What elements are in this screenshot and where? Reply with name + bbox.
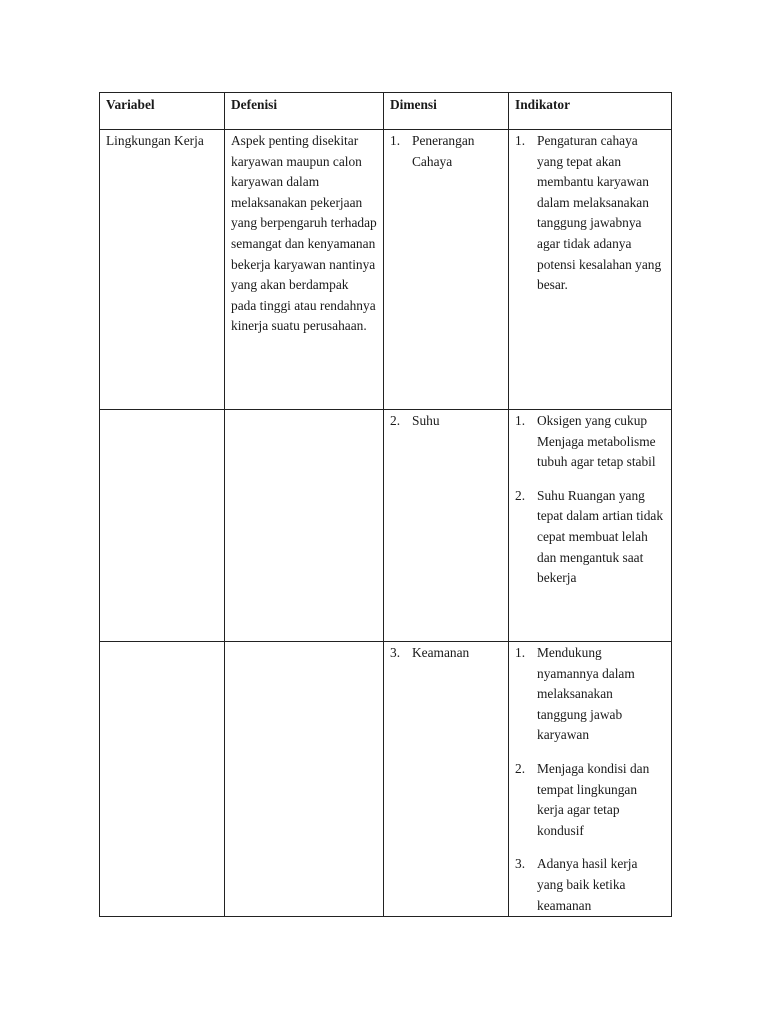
indikator-number: 2. <box>515 760 526 776</box>
indikator-number: 1. <box>515 645 526 660</box>
indikator-text: Adanya hasil kerja yang baik ketika keamanan <box>537 856 638 913</box>
header-variabel: Variabel <box>100 93 225 130</box>
indikator-number: 3. <box>515 856 526 872</box>
variabel-cell <box>100 130 225 410</box>
indikator-cell <box>509 642 672 917</box>
variable-table <box>99 92 672 917</box>
indikator-item <box>515 759 665 841</box>
dimensi-text: Penerangan Cahaya <box>412 133 475 169</box>
defenisi-cell <box>225 642 384 917</box>
table-row <box>100 642 672 917</box>
variabel-cell <box>100 410 225 642</box>
dimensi-cell <box>384 130 509 410</box>
dimensi-cell <box>384 642 509 917</box>
dimensi-number: 2. <box>390 413 401 428</box>
table-header-row <box>100 93 672 130</box>
indikator-list <box>515 131 665 296</box>
indikator-text: Mendukung nyamannya dalam melaksanakan tanggung jawab karyawan <box>537 645 635 743</box>
indikator-number: 1. <box>515 413 526 428</box>
indikator-text: Menjaga kondisi dan tempat lingkungan kerja agar tetap kondusif <box>537 760 650 838</box>
indikator-text: Oksigen yang cukup Menjaga metabolisme tubuh agar tetap stabil <box>537 413 656 470</box>
dimensi-number: 1. <box>390 133 401 148</box>
dimensi-text: Suhu <box>412 413 440 428</box>
indikator-text: Suhu Ruangan yang tepat dalam artian tidak cepat membuat lelah dan mengantuk saat bekerja <box>537 487 664 586</box>
defenisi-cell <box>225 410 384 642</box>
header-indikator: Indikator <box>509 93 672 130</box>
indikator-item <box>515 486 665 589</box>
dimensi-item <box>390 411 502 432</box>
indikator-list <box>515 411 665 589</box>
dimensi-item <box>390 643 502 664</box>
indikator-number: 2. <box>515 487 526 503</box>
dimensi-text: Keamanan <box>412 645 470 660</box>
indikator-cell <box>509 130 672 410</box>
header-dimensi: Dimensi <box>384 93 509 130</box>
header-defenisi: Defenisi <box>225 93 384 130</box>
indikator-number: 1. <box>515 133 526 148</box>
variabel-text: Lingkungan Kerja <box>106 133 204 148</box>
defenisi-text: Aspek penting disekitar karyawan maupun calon karyawan dalam melaksanakan pekerjaan yang berpengaruh terhadap semangat dan kenyamanan bekerja karyawan nantinya yang akan berdampak pada tinggi atau rendahnya kinerja suatu perusahaan. <box>231 133 377 334</box>
indikator-text: Pengaturan cahaya yang tepat akan membantu karyawan dalam melaksanakan tanggung jawabnya agar tidak adanya potensi kesalahan yang besar. <box>537 133 662 293</box>
indikator-item <box>515 643 665 746</box>
dimensi-cell <box>384 410 509 642</box>
variabel-cell <box>100 642 225 917</box>
indikator-cell <box>509 410 672 642</box>
indikator-list <box>515 643 665 916</box>
indikator-item <box>515 854 665 916</box>
table-row <box>100 410 672 642</box>
table-row <box>100 130 672 410</box>
indikator-item <box>515 411 665 473</box>
dimensi-number: 3. <box>390 645 401 660</box>
indikator-item <box>515 131 665 296</box>
dimensi-item <box>390 131 502 172</box>
defenisi-cell <box>225 130 384 410</box>
